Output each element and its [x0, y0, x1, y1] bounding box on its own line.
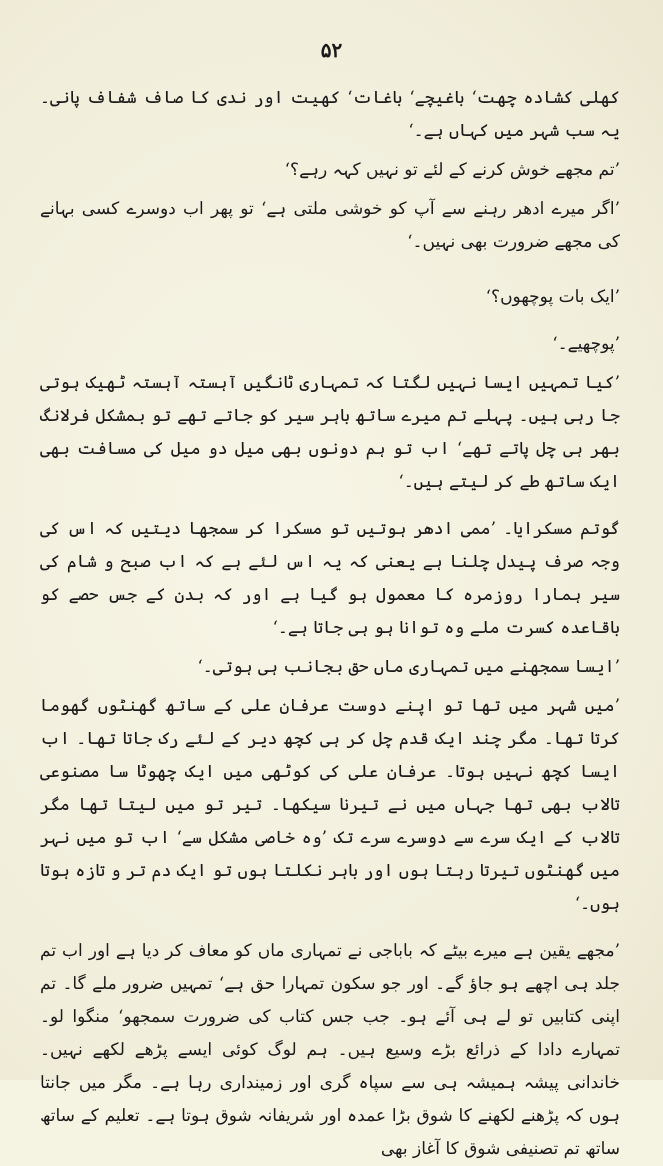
paragraph-2: ’تم مجھے خوش کرنے کے لئے تو نہیں کہہ رہے؟‘	[284, 160, 620, 180]
paragraph-9: ’میں شہر میں تھا تو اپنے دوست عرفان علی کے ساتھ گھنٹوں گھوما کرتا تھا۔ مگر چند ایک قدم چل کر ہی کچھ دیر کے لئے رک جاتا تھا۔ اب ایسا کچھ نہیں ہوتا۔ عرفان علی کی کوٹھی میں ایک چھوٹا سا مصنوعی تالاب بھی تھا جہاں میں نے تیرنا سیکھا۔ تیر تو میں لیتا تھا مگر تالاب کے ایک سرے سے دوسرے سرے تک ’وہ خاصی مشکل سے‘ اب تو میں نہر میں گھنٹوں تیرتا رہتا ہوں اور باہر نکلتا ہوں تو ایک دم تر و تازہ ہوتا ہوں۔‘	[40, 696, 620, 914]
paragraph-4: ’ایک بات پوچھوں؟‘	[485, 287, 620, 307]
paragraph-7: گوتم مسکرایا۔ ’ممی ادھر ہوتیں تو مسکرا کر سمجھا دیتیں کہ اس کی وجہ صرف پیدل چلنا ہے یعنی کہ یہ اس لئے ہے کہ اب صبح و شام کی سیر ہمارا روزمرہ کا معمول ہو گیا ہے اور کہ بدن کے جس حصے کو باقاعدہ کسرت ملے وہ توانا ہو ہی جاتا ہے۔‘	[40, 519, 620, 638]
paragraph-5: ’پوچھیے۔‘	[552, 334, 620, 354]
paragraph-6: ’کیا تمہیں ایسا نہیں لگتا کہ تمہاری ٹانگیں آہستہ آہستہ ٹھیک ہوتی جا رہی ہیں۔ پہلے تم میرے ساتھ باہر سیر کو جاتے تھے تو بمشکل فرلانگ بھر ہی چل پاتے تھے‘ اب تو ہم دونوں بھی میل دو میل کی مسافت بھی ایک ساتھ طے کر لیتے ہیں۔‘	[40, 373, 620, 492]
page-body	[40, 82, 620, 1166]
paragraph-3: ’اگر میرے ادھر رہنے سے آپ کو خوشی ملتی ہے‘ تو پھر اب دوسرے کسی بہانے کی مجھے ضرورت بھی نہیں۔‘	[40, 199, 620, 252]
paragraph-1: کھلی کشادہ چھت‘ باغیچے‘ باغات‘ کھیت اور ندی کا صاف شفاف پانی۔ یہ سب شہر میں کہاں ہے۔‘	[40, 88, 620, 141]
paragraph-8: ’ایسا سمجھنے میں تمہاری ماں حق بجانب ہی ہوتی۔‘	[197, 657, 620, 677]
paragraph-10: ’مجھے یقین ہے میرے بیٹے کہ باباجی نے تمہاری ماں کو معاف کر دیا ہے اور اب تم جلد ہی اچھے ہو جاؤ گے۔ اور جو سکون تمہارا حق ہے‘ تمہیں ضرور ملے گا۔ تم اپنی کتابیں تو لے ہی آئے ہو۔ جب جس کتاب کی ضرورت سمجھو‘ منگوا لو۔ تمہارے دادا کے ذرائع بڑے وسیع ہیں۔ ہم لوگ کوئی ایسے پڑھے لکھے نہیں۔ خاندانی پیشہ ہمیشہ ہی سے سپاہ گری اور زمینداری رہا ہے۔ مگر میں جانتا ہوں کہ پڑھنے لکھنے کا شوق بڑا عمدہ اور شریفانہ شوق ہوتا ہے۔ تعلیم کے ساتھ ساتھ تم تصنیفی شوق کا آغاز بھی	[40, 941, 620, 1159]
page-number: ۵۲	[320, 38, 343, 62]
